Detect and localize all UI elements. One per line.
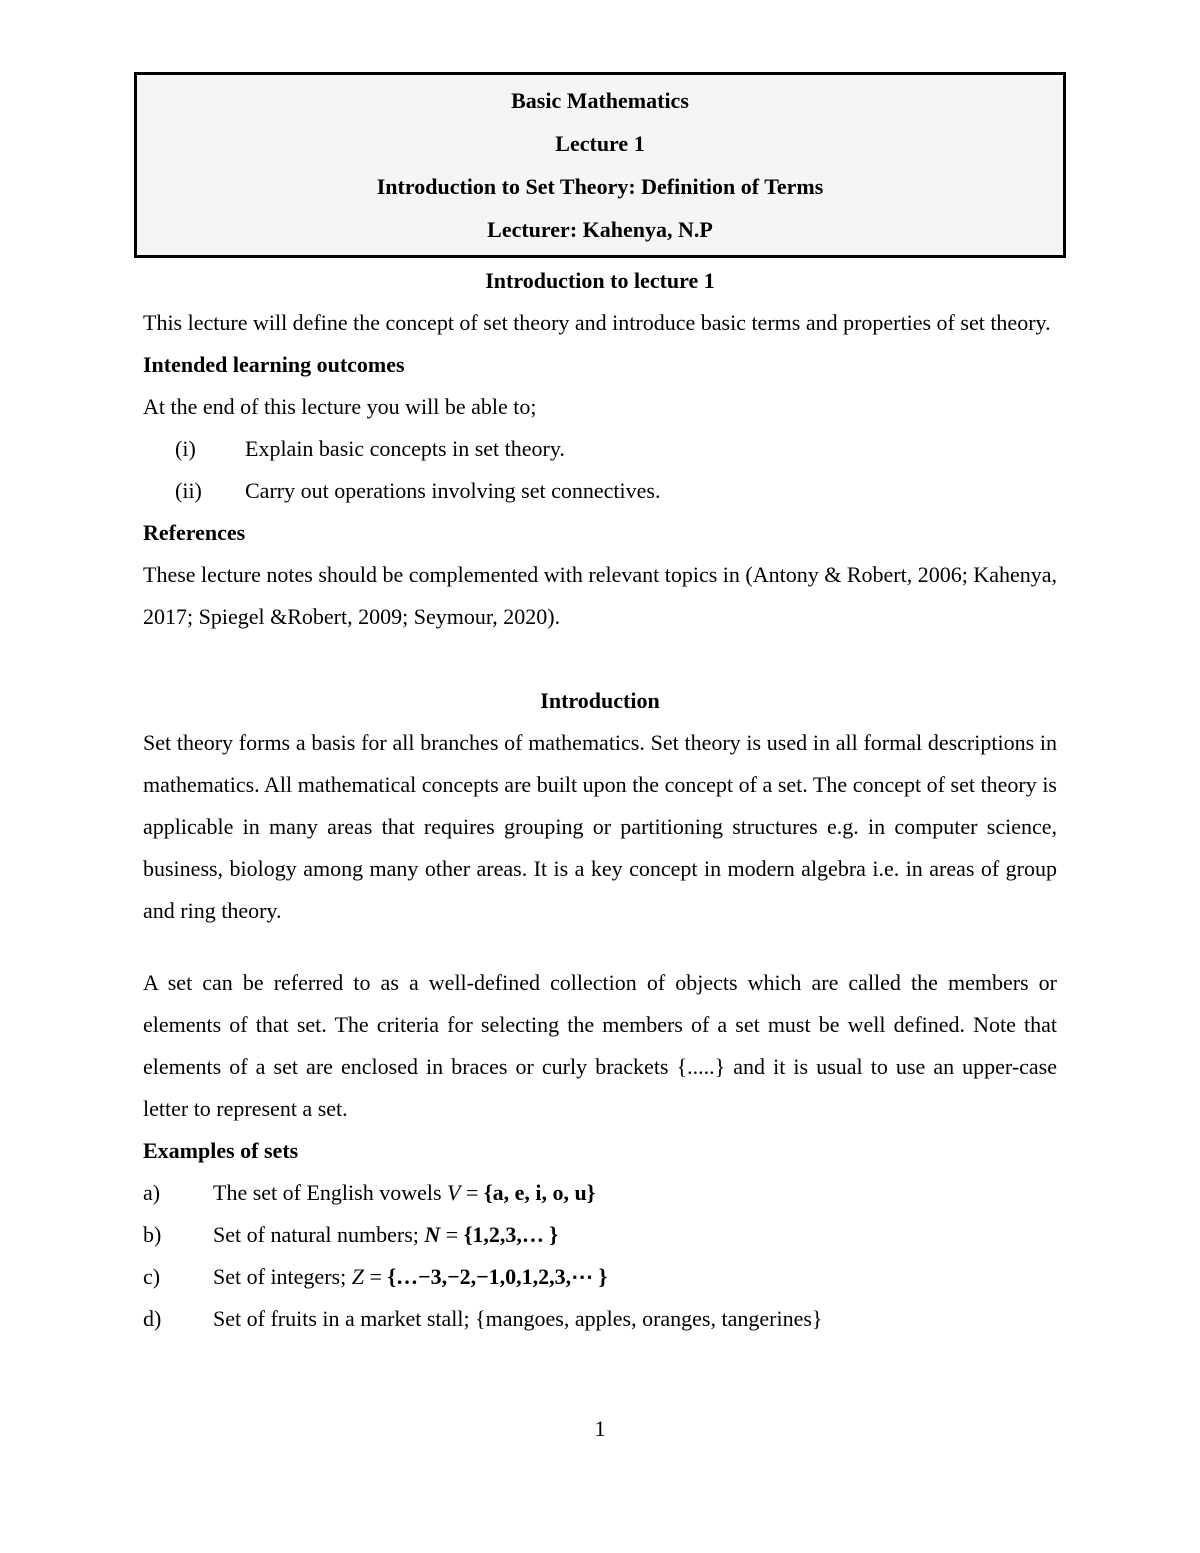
- lecture-intro-heading: Introduction to lecture 1: [485, 268, 715, 293]
- equals-sign: =: [363, 1264, 388, 1289]
- outcomes-heading: Intended learning outcomes: [143, 352, 405, 377]
- outcome-item: [143, 470, 1057, 512]
- example-item-prefix: Set of fruits in a market stall; {mangoes, apples, oranges, tangerines}: [213, 1306, 823, 1331]
- example-item-label: a): [143, 1180, 161, 1205]
- example-item-prefix: The set of English vowels: [213, 1180, 448, 1205]
- example-item-prefix: Set of integers;: [213, 1264, 352, 1289]
- examples-heading: Examples of sets: [143, 1138, 299, 1163]
- equals-sign: =: [440, 1222, 464, 1247]
- example-item: [143, 1256, 1057, 1298]
- title-box: [134, 72, 1066, 258]
- example-item-label: c): [143, 1264, 161, 1289]
- references-heading: References: [143, 520, 246, 545]
- title-lecture-topic: Introduction to Set Theory: Definition of Terms: [376, 174, 824, 199]
- introduction-paragraph-2: A set can be referred to as a well-defined collection of objects which are called the members or elements of that set. The criteria for selecting the members of a set must be well defined. Note that elements of a set are enclosed in braces or curly brackets {.....} and it is usual to use an upper-case letter to represent a set.: [143, 970, 1057, 1121]
- lecture-intro-paragraph: This lecture will define the concept of set theory and introduce basic terms and properties of set theory.: [143, 310, 1051, 335]
- set-variable: Z: [351, 1264, 364, 1289]
- equals-sign: =: [460, 1180, 484, 1205]
- outcome-item-text: Explain basic concepts in set theory.: [245, 436, 565, 461]
- example-item-label: b): [143, 1222, 162, 1247]
- example-item-text: [213, 1214, 558, 1256]
- outcome-item-label: (i): [175, 436, 196, 461]
- example-item-text: [213, 1172, 595, 1214]
- introduction-paragraph-1: Set theory forms a basis for all branches of mathematics. Set theory is used in all formal descriptions in mathematics. All mathematical concepts are built upon the concept of a set. The concept of set theory is applicable in many areas that requires grouping or partitioning structures e.g. in computer science, business, biology among many other areas. It is a key concept in modern algebra i.e. in areas of group and ring theory.: [143, 730, 1057, 923]
- title-lecturer: Lecturer: Kahenya, N.P: [487, 217, 713, 242]
- document-content: [143, 0, 1057, 1340]
- title-course: Basic Mathematics: [511, 88, 689, 113]
- page-number: 1: [594, 1416, 606, 1441]
- example-item: [143, 1172, 1057, 1214]
- set-elements: {…−3,−2,−1,0,1,2,3,⋯ }: [387, 1264, 608, 1289]
- set-variable: V: [447, 1180, 461, 1205]
- set-variable: N: [424, 1222, 441, 1247]
- outcome-item-label: (ii): [175, 478, 202, 503]
- outcome-item: [143, 428, 1057, 470]
- outcome-item-text: Carry out operations involving set connectives.: [245, 478, 661, 503]
- example-item: [143, 1214, 1057, 1256]
- example-item-text: [213, 1256, 607, 1298]
- example-item-prefix: Set of natural numbers;: [213, 1222, 425, 1247]
- set-elements: {a, e, i, o, u}: [483, 1180, 596, 1205]
- title-lecture-number: Lecture 1: [555, 131, 645, 156]
- references-paragraph: These lecture notes should be complemented with relevant topics in (Antony & Robert, 2006; Kahenya, 2017; Spiegel &Robert, 2009; Seymour, 2020).: [143, 562, 1057, 629]
- example-item-label: d): [143, 1306, 162, 1331]
- example-item-text: [213, 1298, 822, 1340]
- introduction-heading: Introduction: [540, 688, 660, 713]
- outcomes-lead: At the end of this lecture you will be able to;: [143, 394, 537, 419]
- set-elements: {1,2,3,… }: [463, 1222, 559, 1247]
- example-item: [143, 1298, 1057, 1340]
